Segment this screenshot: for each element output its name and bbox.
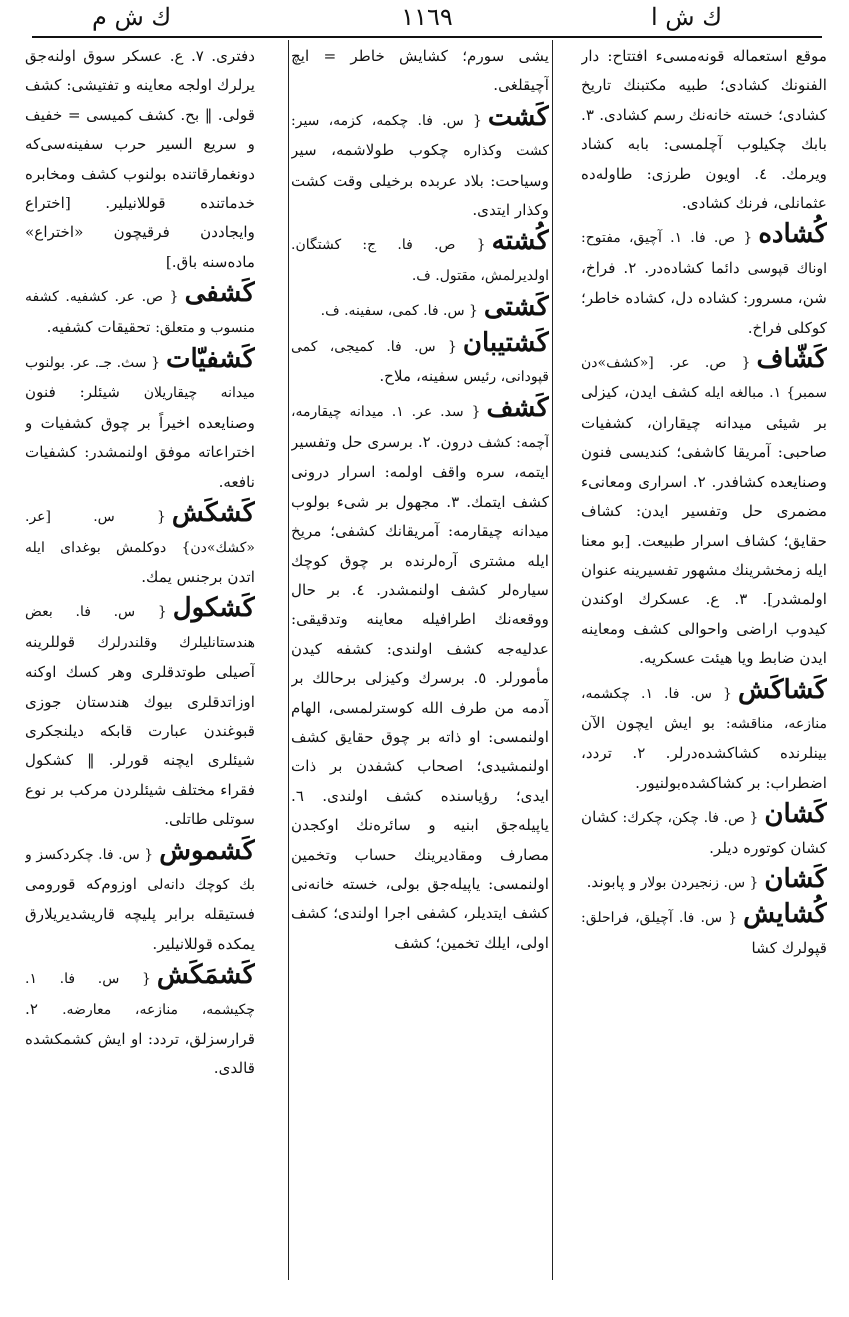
entry-headword: كُشایش — [743, 899, 827, 930]
column-divider — [288, 40, 289, 1280]
entry-headword: كُشته — [491, 226, 549, 257]
dictionary-entry — [25, 837, 255, 960]
dictionary-entry — [581, 900, 827, 963]
entry-grammar: { ص. فا. ١. آچیق، مفتوح: اوناك قپوسی — [581, 230, 827, 277]
entry-definition: شیئلر: فنون وصنایعده اخیراً بر چوق كشفیات و اختراعاته موفق اولنمشدر: كشفیات نافعه. — [25, 383, 255, 491]
dictionary-entry — [291, 227, 549, 291]
entry-headword: كَشف — [486, 393, 549, 424]
dictionary-entry — [25, 594, 255, 834]
entry-grammar: { ص. عر. كشفیه. كشفه منسوب و متعلق: — [25, 289, 255, 336]
entry-definition: درون. ٢. برسری حل وتفسیر ایتمه، سره واقف اولمه: اسرار درونی كشف ایتمك. ٣. مجهول بر شیء بولوب میدانه چیقارمه: آمریقانك كشفی؛ مریخ ایله مشتری آره‌لرنده بر چوق كوچك سیاره‌لر كشف اولنمشدر. ٤. بر حال ووقعه‌نك اطرافیله معاینه وتدقیقی: عدلیه‌جه كشف اولندی: كشفه كیدن مأمورلر. ٥. برسرك وكیزلی برحالك بر آدمه من طرف الله كوسترلمسی، الهام اولنمسی: او ذاته بر چوق حقایق كشف اولنمشیدی؛ اصحاب كشفدن بر ذات ایدی؛ رؤیاسنده كشف اولندی. ٦. یاپیله‌جق ابنیه و سائره‌نك اوكجدن مصارف ومقادیرینك حساب وتخمین اولنمسی: یاپیله‌جق بولی، خسته خانه‌نی كشف ایتدیلر، كشفی اجرا اولندی؛ كشف اولی، ایلك تخمین؛ كشف — [291, 432, 549, 952]
entry-grammar: { س. زنجیردن بولار و — [629, 874, 759, 891]
dictionary-entry — [581, 800, 827, 863]
entry-grammar: { س. فا. ١. چكشمه، منازعه، مناقشه: — [581, 685, 827, 732]
entry-headword: كَشّاف — [756, 344, 827, 375]
dictionary-entry — [291, 293, 549, 326]
header-right-catchword: ك ش ا — [650, 3, 722, 31]
entry-headword: كَشكول — [172, 593, 255, 624]
column-right — [581, 42, 827, 1282]
dictionary-entry — [25, 42, 255, 277]
entry-headword: كُشاده — [758, 219, 827, 250]
dictionary-entry — [581, 42, 827, 218]
entry-definition: تحقیقات كشفیه. — [46, 317, 151, 336]
dictionary-entry — [25, 279, 255, 343]
entry-definition: دائما كشاده‌در. ٢. فراخ، شن، مسرور: كشاده دل، كشاده خاطر؛ كوكلی فراخ. — [581, 258, 827, 337]
column-middle — [291, 42, 549, 1282]
entry-headword: كَشكَش — [171, 498, 255, 529]
dictionary-entry — [25, 345, 255, 497]
page-header — [32, 0, 822, 38]
entry-definition: ٢. قرارسزلق، تردد: او ایش كشمكشده قالدی. — [25, 999, 255, 1078]
entry-headword: كَشان — [764, 863, 827, 894]
entry-headword: كَشمَكَش — [156, 960, 255, 991]
entry-grammar: { س. فا. كمی، سفینه. ف. — [320, 303, 478, 320]
entry-grammar: { س. [عر. «كشك»دن} دوكلمش بوغدای ایله — [25, 509, 255, 556]
entry-grammar: { س. فا. ١. چكیشمه، منازعه، معارضه. — [25, 971, 255, 1018]
entry-definition: چكوب طولاشمه، سیر وسیاحت: بلاد عربده برخیلی وقت كشت وكذار ایتدی. — [291, 141, 549, 220]
entry-grammar: { ص. عر. [«كشف»دن سمبر} ١. مبالغه ایله — [581, 355, 827, 402]
entry-headword: كَشموش — [159, 835, 255, 866]
entry-definition: پابوند. — [586, 872, 625, 891]
dictionary-entry — [581, 345, 827, 673]
dictionary-entry — [291, 329, 549, 393]
entry-definition: یشی سورم؛ كشایش خاطر = ایچ آچیقلغی. — [291, 47, 549, 95]
entry-headword: كَشفیّات — [166, 344, 255, 375]
entry-definition: اتدن برجنس یمك. — [141, 567, 255, 586]
dictionary-entry — [291, 42, 549, 101]
entry-grammar: { س. فا. چكردكسز و بك كوچك دانه‌لی — [25, 846, 255, 893]
entry-definition: سفینه، ملاح. — [379, 367, 459, 386]
entry-definition: قوللرینه آصیلی طوتدقلری وهر كسك اوكنه اوزاتدقلری بیوك هندستان جوزی قبوغندن عبارت قابكه دیلنجكری شیئلری ایچنه قورلر. ‖ كشكول فقراء مختلف شیئلردن مركب بر نوع سوتلی طاتلی. — [25, 632, 255, 829]
entry-definition: اوزوم‌كه قورومی فستیقله برابر پلیچه قاریشدیریلارق یمكده قوللانیلیر. — [25, 874, 255, 953]
entry-definition: دفتری. ٧. ع. عسكر سوق اولنه‌جق یرلرك اولجه معاینه و تفتیشی: كشف قولی. ‖ بح. كشف كمیسی = خفیف و سریع السیر حرب سفینه‌سی‌كه دونغمارقاتنده بولنوب كشف ومخابره خدماتنده قوللانیلیر. [اختراع وایجاددن فرقیچون «اختراع» ماده‌سنه باق.] — [25, 47, 255, 271]
entry-definition: كشف ایدن، كیزلی بر شیئی میدانه چیقاران، كشفیات صاحبی: آمریقا كاشفی؛ كندیسی فنون وصنایعده كشافدر. ٢. اسراری ومعانیء مضمری حل وتفسیر ایدن: كشاف حقایق؛ كشاف اسرار طبیعت. [بو معنا ایله زمخشرینك مشهور تفسیرینه عنوان اولمشدر]. ٣. ع. عسكرك اوكندن كیدوب اراضی واحوالی كشف ومعاینه ایدن ضابط ویا هیئت عسكریه. — [581, 383, 827, 668]
entry-grammar: { ص. فا. چكن، چكرك: — [622, 810, 759, 827]
entry-definition: قپولرك كشا — [751, 938, 827, 957]
entry-headword: كَشان — [764, 799, 827, 830]
entry-grammar: { س. فا. بعض هندستانلیلرك وقلندرلرك — [25, 604, 255, 651]
entry-headword: كَشت — [487, 101, 549, 132]
entry-grammar: { س. فا. آچیلق، فراحلق: — [581, 910, 738, 927]
dictionary-entry — [581, 220, 827, 343]
entry-grammar: { ص. فا. ج: كشتگان. اولدیرلمش، مقتول. ف. — [291, 237, 549, 284]
entry-headword: كَشاكَش — [737, 674, 827, 705]
dictionary-entry — [291, 394, 549, 958]
entry-headword: كَشتی — [483, 292, 549, 323]
column-left — [25, 42, 255, 1282]
entry-grammar: { سث. جـ. عر. بولنوب میدانه چیقاریلان — [25, 355, 255, 402]
dictionary-entry — [291, 103, 549, 226]
dictionary-entry — [581, 865, 827, 898]
entry-definition: موقع استعماله قونه‌مسیء افتتاح: دار الفنونك كشادی؛ طبیه مكتبنك تاریخ كشادی؛ خسته خانه‌نك رسم كشادی. ٣. بابك چكیلوب آچلمسی: بابه كشاد ویرمك. ٤. اویون طرزی: طاولەده عثمانلی، فرنك كشادی. — [581, 47, 827, 213]
entry-definition: كشان كشان كوتوره دیلر. — [581, 808, 827, 857]
entry-headword: كَشتیبان — [462, 327, 549, 358]
entry-grammar: { سد. عر. ١. میدانه چیقارمه، آچمه: كشف — [291, 404, 549, 451]
entry-headword: كَشفی — [184, 278, 255, 309]
page-number: ١١٦٩ — [401, 3, 453, 31]
entry-grammar: { س. فا. كمیجی، كمی قپودانی، رئیس — [291, 338, 549, 386]
dictionary-entry — [581, 676, 827, 799]
entry-grammar: { س. فا. چكمه، كزمه، سیر: كشت وكذاره — [291, 112, 549, 160]
dictionary-entry — [25, 499, 255, 592]
dictionary-entry — [25, 961, 255, 1084]
header-left-catchword: ك ش م — [92, 3, 172, 31]
entry-definition: بو ایش ایچون الآن بینلرنده كشاكشده‌درلر. ٢. تردد، اضطراب: بر كشاكشده‌بولنیور. — [581, 713, 827, 792]
column-divider — [552, 40, 553, 1280]
